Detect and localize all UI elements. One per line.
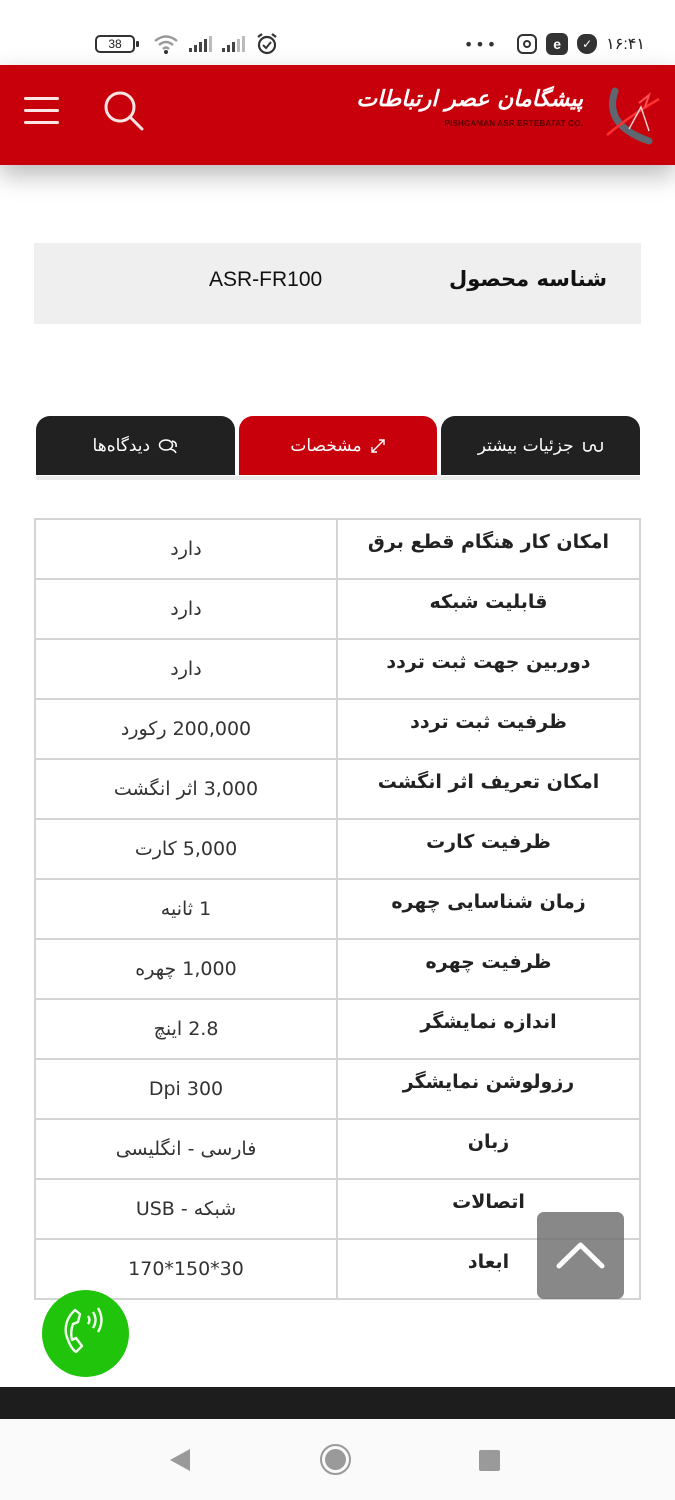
logo-text-fa: پیشگامان عصر ارتباطات [356, 87, 583, 112]
spec-row [35, 819, 640, 879]
battery-level: 38 [108, 37, 122, 51]
chevron-up-icon [537, 1212, 624, 1299]
tab-label: دیدگاه‌ها [92, 435, 151, 456]
spec-row [35, 759, 640, 819]
spec-row [35, 939, 640, 999]
brand-logo[interactable] [356, 81, 663, 149]
spec-value: 200,000 رکورد [35, 699, 337, 759]
recent-square-icon[interactable] [479, 1450, 500, 1471]
expand-arrows-icon [370, 438, 386, 454]
spec-row [35, 519, 640, 579]
signal-icon [189, 36, 212, 52]
spec-row [35, 639, 640, 699]
spec-key: امکان کار هنگام قطع برق [337, 519, 640, 579]
product-id-label: شناسه محصول [448, 267, 607, 291]
scroll-to-top-button[interactable] [537, 1212, 624, 1299]
glasses-icon [582, 438, 604, 454]
product-tabs [36, 416, 640, 478]
call-button[interactable] [42, 1290, 129, 1377]
spec-value: 3,000 اثر انگشت [35, 759, 337, 819]
search-icon[interactable] [100, 87, 148, 135]
product-id-value: ASR-FR100 [209, 268, 323, 291]
spec-key: ظرفیت کارت [337, 819, 640, 879]
tab-more-details[interactable] [441, 416, 640, 475]
spec-value: دارد [35, 579, 337, 639]
overflow-dots: ••• [463, 34, 499, 54]
spec-value: Dpi 300 [35, 1059, 337, 1119]
spec-row [35, 879, 640, 939]
tabs-divider [36, 476, 640, 480]
alarm-icon [255, 32, 279, 56]
spec-key: زبان [337, 1119, 640, 1179]
spec-value: 1 ثانیه [35, 879, 337, 939]
spec-key: ابعاد [337, 1239, 640, 1299]
signal-icon [222, 36, 245, 52]
status-bar [0, 0, 675, 65]
spec-value: 1,000 چهره [35, 939, 337, 999]
spec-row [35, 999, 640, 1059]
spec-key: قابلیت شبکه [337, 579, 640, 639]
spec-key: ظرفیت ثبت تردد [337, 699, 640, 759]
spec-key: اندازه نمایشگر [337, 999, 640, 1059]
satellite-dish-icon [601, 85, 663, 147]
spec-value: شبکه - USB [35, 1179, 337, 1239]
tab-comments[interactable] [36, 416, 235, 475]
spec-row [35, 579, 640, 639]
e-app-icon: e [546, 33, 568, 55]
spec-table [34, 518, 641, 1300]
spec-key: دوربین جهت ثبت تردد [337, 639, 640, 699]
spec-value: دارد [35, 519, 337, 579]
logo-text-en: PISHGAMAN ASR ERTEBATAT CO. [444, 119, 583, 128]
spec-key: ظرفیت چهره [337, 939, 640, 999]
home-circle-icon[interactable] [320, 1444, 351, 1475]
spec-value: فارسی - انگلیسی [35, 1119, 337, 1179]
tab-specifications[interactable] [239, 416, 438, 475]
system-nav-bar [0, 1419, 675, 1500]
spec-row [35, 1119, 640, 1179]
back-triangle-icon[interactable] [170, 1449, 190, 1471]
spec-value: 2.8 اینچ [35, 999, 337, 1059]
shield-check-icon: ✓ [577, 34, 597, 54]
spec-value: 30*150*170 [35, 1239, 337, 1299]
spec-row [35, 1059, 640, 1119]
instagram-icon [517, 34, 537, 54]
spec-value: دارد [35, 639, 337, 699]
footer-strip [0, 1387, 675, 1419]
clock: ۱۶:۴۱ [606, 36, 645, 53]
phone-icon [42, 1290, 129, 1377]
tab-label: جزئیات بیشتر [477, 435, 574, 456]
tab-label: مشخصات [290, 435, 362, 456]
status-right [464, 30, 645, 58]
product-id-box [34, 243, 641, 324]
spec-key: رزولوشن نمایشگر [337, 1059, 640, 1119]
site-header [0, 65, 675, 165]
spec-key: اتصالات [337, 1179, 640, 1239]
hamburger-menu-icon[interactable] [24, 95, 60, 125]
status-left [95, 30, 279, 58]
spec-key: زمان شناسایی چهره [337, 879, 640, 939]
comments-icon [158, 438, 178, 454]
spec-row [35, 699, 640, 759]
spec-value: 5,000 کارت [35, 819, 337, 879]
wifi-icon [153, 34, 179, 54]
spec-key: امکان تعریف اثر انگشت [337, 759, 640, 819]
battery-icon [95, 35, 135, 53]
